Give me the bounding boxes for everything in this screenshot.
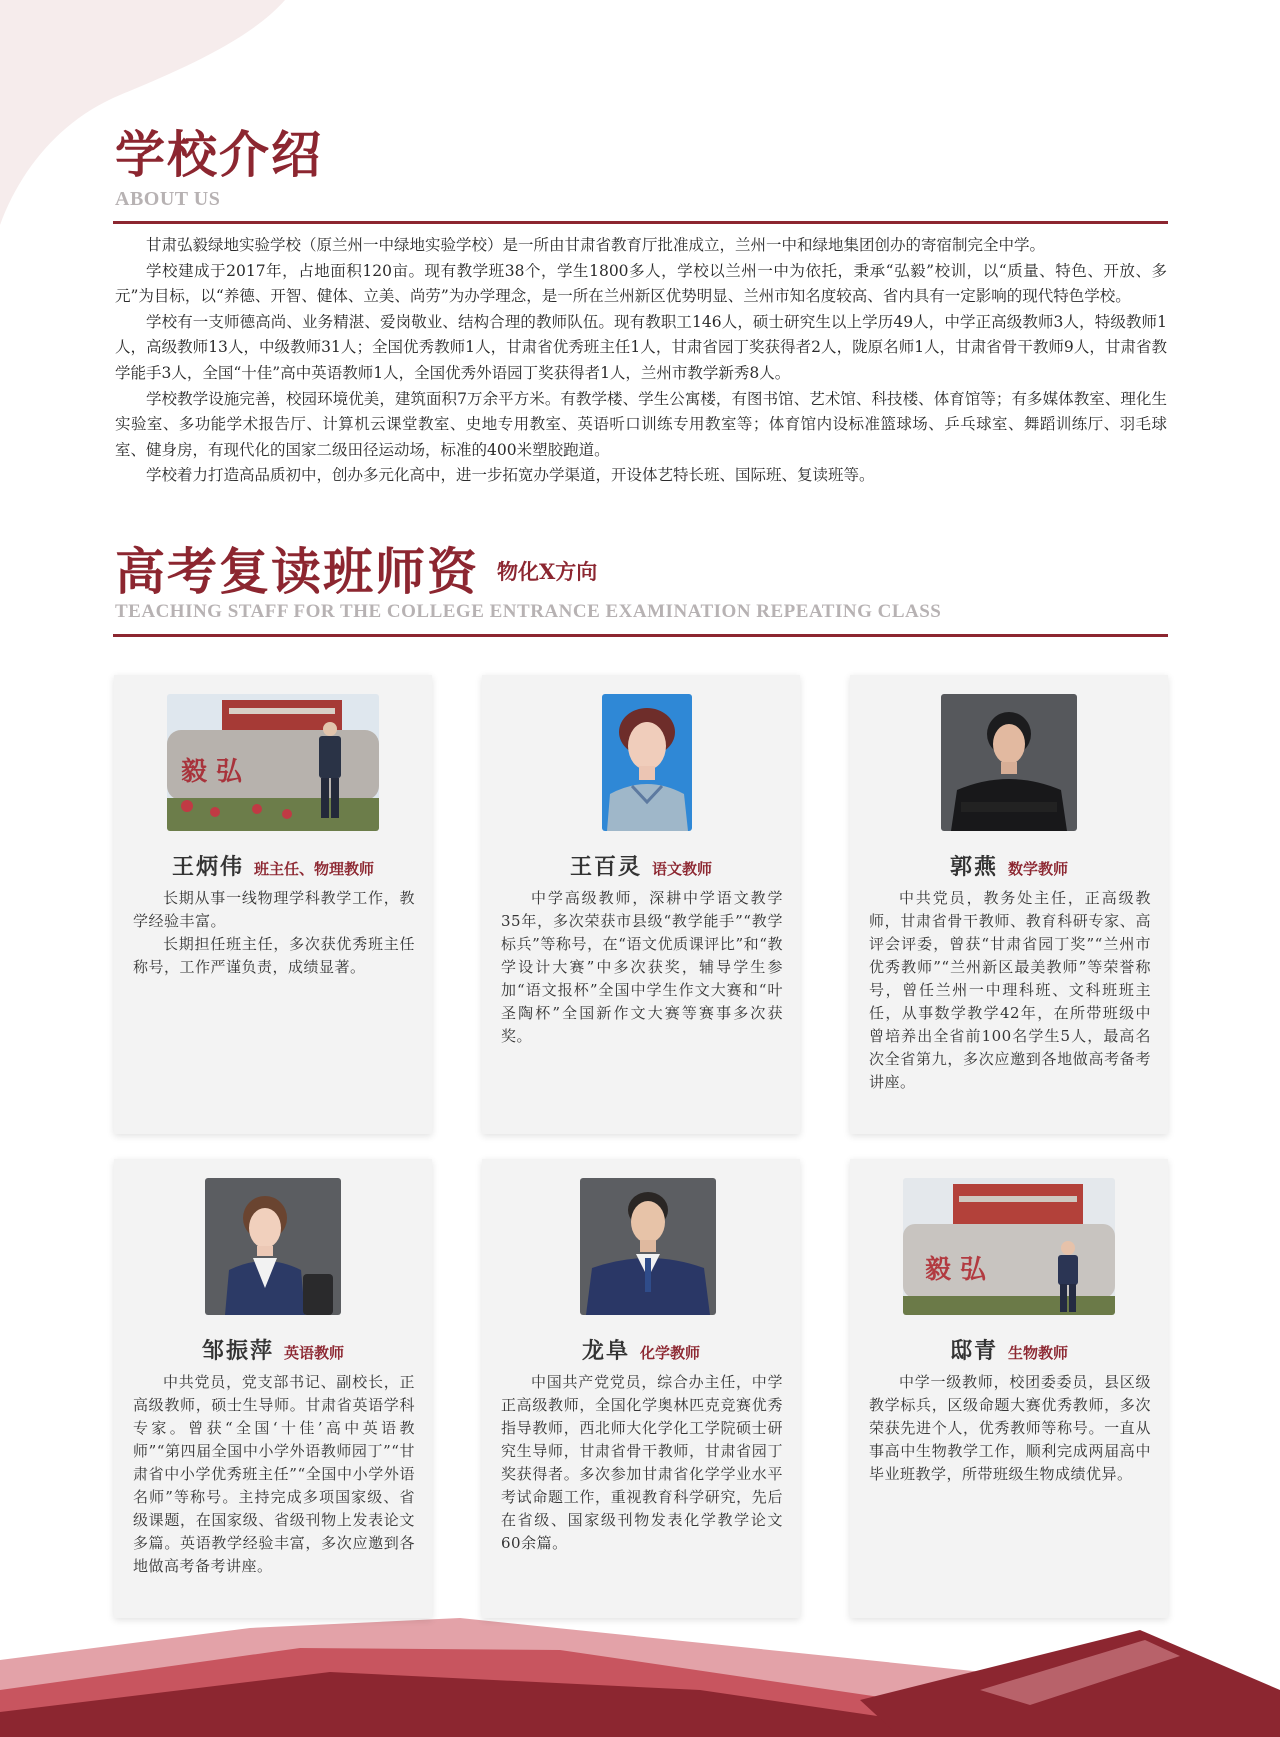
- bio-paragraph: 长期从事一线物理学科教学工作，教学经验丰富。: [133, 889, 415, 930]
- teacher-card: [114, 1159, 432, 1618]
- teacher-bio: [869, 887, 1151, 1094]
- staff-direction-note: 物化X方向: [497, 559, 598, 584]
- teacher-name: 邸青: [949, 1338, 998, 1364]
- teacher-bio: [133, 1371, 415, 1578]
- teacher-name-line: [850, 1334, 1168, 1365]
- teacher-photo: [205, 1178, 341, 1315]
- staff-divider: [113, 634, 1168, 637]
- teacher-name: 王百灵: [569, 854, 642, 880]
- staff-subtitle: TEACHING STAFF FOR THE COLLEGE ENTRANCE EXAMINATION REPEATING CLASS: [115, 601, 942, 622]
- teacher-name-line: [482, 1334, 800, 1365]
- teacher-role: 生物教师: [1008, 1344, 1069, 1362]
- teacher-photo: [602, 694, 692, 831]
- teacher-name-line: [482, 850, 800, 881]
- about-title: 学校介绍: [115, 125, 323, 184]
- teacher-photo: [941, 694, 1077, 831]
- teacher-bio: [501, 887, 783, 1048]
- intro-paragraph: 学校教学设施完善，校园环境优美，建筑面积7万余平方米。有教学楼、学生公寓楼，有图书馆、艺术馆、科技楼、体育馆等；有多媒体教室、理化生实验室、多功能学术报告厅、计算机云课堂教室、史地专用教室、英语听口训练专用教室等；体育馆内设标准篮球场、乒乓球室、舞蹈训练厅、羽毛球室、健身房，有现代化的国家二级田径运动场，标准的400米塑胶跑道。: [115, 389, 1167, 459]
- teacher-name-line: [114, 1334, 432, 1365]
- intro-paragraph: 学校有一支师德高尚、业务精湛、爱岗敬业、结构合理的教师队伍。现有教职工146人，硕士研究生以上学历49人，中学正高级教师3人，特级教师1人，高级教师13人，中级教师31人；全国优秀教师1人，甘肃省优秀班主任1人，甘肃省园丁奖获得者2人，陇原名师1人，甘肃省骨干教师9人，甘肃省教学能手3人，全国“十佳”高中英语教师1人，全国优秀外语园丁奖获得者1人，兰州市教学新秀8人。: [115, 312, 1167, 382]
- intro-paragraph: 学校建成于2017年，占地面积120亩。现有教学班38个，学生1800多人，学校以兰州一中为依托，秉承“弘毅”校训，以“质量、特色、开放、多元”为目标，以“养德、开智、健体、立美、尚劳”为办学理念，是一所在兰州新区优势明显、兰州市知名度较高、省内具有一定影响的现代特色学校。: [115, 261, 1167, 306]
- teacher-card: [850, 1159, 1168, 1618]
- teacher-name: 邹振萍: [201, 1338, 274, 1364]
- bio-paragraph: 中共党员，党支部书记、副校长，正高级教师，硕士生导师。甘肃省英语学科专家。曾获“全国‘十佳’高中英语教师”“第四届全国中小学外语教师园丁”“甘肃省中小学优秀班主任”“全国中小学外语名师”等称号。主持完成多项国家级、省级课题，在国家级、省级刊物上发表论文多篇。英语教学经验丰富，多次应邀到各地做高考备考讲座。: [133, 1373, 415, 1575]
- teacher-card: [850, 675, 1168, 1134]
- teacher-bio: [869, 1371, 1151, 1486]
- teacher-photo: [167, 694, 379, 831]
- teacher-role: 班主任、物理教师: [254, 860, 375, 878]
- carved-characters: 毅 弘: [925, 1255, 987, 1285]
- bio-paragraph: 中学高级教师，深耕中学语文教学35年，多次荣获市县级“教学能手”“教学标兵”等称号，在“语文优质课评比”和“教学设计大赛”中多次获奖，辅导学生参加“语文报杯”全国中学生作文大赛和“叶圣陶杯”全国新作文大赛等赛事多次获奖。: [501, 889, 783, 1045]
- teacher-bio: [501, 1371, 783, 1555]
- bio-paragraph: 长期担任班主任，多次获优秀班主任称号，工作严谨负责，成绩显著。: [133, 935, 415, 976]
- teacher-role: 英语教师: [284, 1344, 345, 1362]
- teacher-role: 化学教师: [640, 1344, 701, 1362]
- teacher-name-line: [114, 850, 432, 881]
- teacher-name: 郭燕: [949, 854, 998, 880]
- teacher-card: [114, 675, 432, 1134]
- intro-paragraph: 学校着力打造高品质初中，创办多元化高中，进一步拓宽办学渠道，开设体艺特长班、国际班、复读班等。: [146, 466, 875, 485]
- teacher-role: 数学教师: [1008, 860, 1069, 878]
- teacher-name: 王炳伟: [171, 854, 244, 880]
- about-intro: [115, 233, 1167, 489]
- teacher-name-line: [850, 850, 1168, 881]
- staff-title: 高考复读班师资: [115, 542, 479, 601]
- about-subtitle: ABOUT US: [115, 188, 221, 210]
- teacher-card: [482, 675, 800, 1134]
- teacher-name: 龙阜: [581, 1338, 630, 1364]
- bio-paragraph: 中国共产党党员，综合办主任，中学正高级教师，全国化学奥林匹克竞赛优秀指导教师，西北师大化学化工学院硕士研究生导师，甘肃省骨干教师，甘肃省园丁奖获得者。多次参加甘肃省化学学业水平考试命题工作，重视教育科学研究，先后在省级、国家级刊物发表化学教学论文60余篇。: [501, 1373, 783, 1552]
- teacher-bio: [133, 887, 415, 979]
- teacher-card: [482, 1159, 800, 1618]
- about-divider: [113, 221, 1168, 224]
- teacher-role: 语文教师: [652, 860, 713, 878]
- intro-paragraph: 甘肃弘毅绿地实验学校（原兰州一中绿地实验学校）是一所由甘肃省教育厅批准成立，兰州一中和绿地集团创办的寄宿制完全中学。: [146, 236, 1046, 254]
- teacher-photo: [903, 1178, 1115, 1315]
- carved-characters: 毅 弘: [181, 757, 243, 787]
- teacher-photo: [580, 1178, 716, 1315]
- bio-paragraph: 中共党员，教务处主任，正高级教师，甘肃省骨干教师、教育科研专家、高评会评委，曾获“甘肃省园丁奖”“兰州市优秀教师”“兰州新区最美教师”等荣誉称号，曾任兰州一中理科班、文科班班主任，从事数学教学42年，在所带班级中曾培养出全省前100名学生5人，最高名次全省第九，多次应邀到各地做高考备考讲座。: [869, 889, 1151, 1091]
- bio-paragraph: 中学一级教师，校团委委员，县区级教学标兵，区级命题大赛优秀教师，多次荣获先进个人，优秀教师等称号。一直从事高中生物教学工作，顺利完成两届高中毕业班教学，所带班级生物成绩优异。: [869, 1373, 1151, 1483]
